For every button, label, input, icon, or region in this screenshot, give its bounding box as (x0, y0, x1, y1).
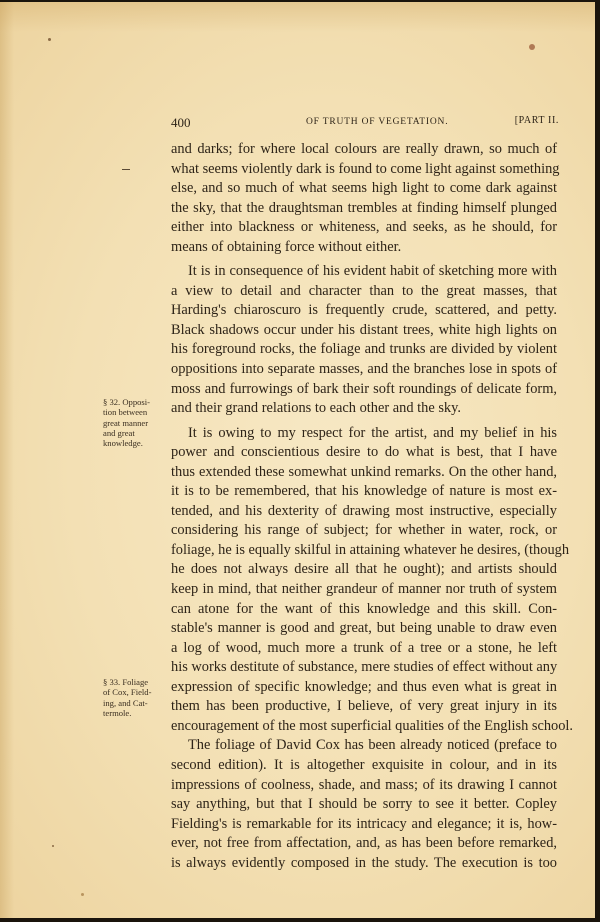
sidenote-line: § 33. Foliage (103, 677, 149, 687)
text-line: It is in consequence of his evident habit of sketching more with (188, 263, 557, 280)
text-line: and their grand relations to each other and the sky. (171, 400, 461, 417)
text-line: thus extended these somewhat unkind remarks. On the other hand, (171, 463, 557, 480)
text-line: keep in mind, that neither grandeur of manner nor truth of system (171, 581, 557, 598)
text-line: second edition). It is altogether exquisite in colour, and in its (171, 756, 557, 773)
paper-foxing-spot (81, 893, 84, 896)
paragraph (171, 424, 574, 737)
text-line: Fielding's is remarkable for its intricacy and elegance; it is, how- (171, 815, 557, 832)
paper-foxing-spot (529, 44, 535, 50)
text-line: The foliage of David Cox has been already noticed (preface to (188, 737, 557, 754)
text-line: encouragement of the most superficial qualities of the English school. (171, 717, 574, 734)
text-line: It is owing to my respect for the artist, and my belief in his (188, 424, 557, 441)
paragraph (171, 262, 557, 418)
sidenote-section-32 (103, 397, 169, 448)
sidenote-line: of Cox, Field- (103, 687, 152, 698)
text-line: either into blackness or whiteness, and seeks, as he should, for (171, 219, 557, 236)
text-line: impressions of coolness, shade, and mass; of its drawing I cannot (171, 776, 557, 793)
book-page (0, 2, 595, 918)
sidenote-line: great manner (103, 417, 149, 428)
text-line: considering his range of subject; for whether in water, rock, or (171, 522, 557, 539)
text-line: ever, not free from affectation, and, as has been before remarked, (171, 835, 557, 852)
sidenote-line: tion between (103, 407, 148, 418)
paper-foxing-spot (52, 845, 54, 847)
margin-mark (122, 169, 130, 170)
text-line: moss and furrowings of bark their soft roundings of delicate form, (171, 380, 557, 397)
text-line: and darks; for where local colours are really drawn, so much of (171, 141, 557, 157)
text-line: power and conscientious desire to do what is best, that I have (171, 444, 557, 461)
sidenote-section-33 (103, 677, 169, 718)
chapter-title: OF TRUTH OF VEGETATION. (306, 117, 449, 127)
sidenote-line: ing, and Cat- (103, 697, 148, 708)
text-line: it is to be remembered, that his knowledge of nature is most ex- (171, 483, 557, 500)
text-line: is always evidently composed in the study. The execution is too (171, 854, 557, 871)
text-line: the sky, that the draughtsman trembles at finding himself plunged (171, 199, 557, 216)
sidenote-line: and great (103, 427, 135, 438)
text-line: can atone for the want of this knowledge and this skill. Con- (171, 600, 557, 617)
text-line: them has been productive, I believe, of very great injury in its (171, 698, 557, 715)
paragraph (171, 736, 557, 873)
text-line: tended, and his dexterity of drawing most instructive, especially (171, 502, 557, 519)
text-line: his foreground rocks, the foliage and trunks are divided by violent (171, 341, 557, 358)
text-line: means of obtaining force without either. (171, 238, 402, 255)
text-line: he does not always desire all that he ought); and artists should (171, 561, 557, 578)
paper-foxing-spot (48, 38, 51, 41)
sidenote-line: termole. (103, 707, 132, 718)
text-line: a view to detail and character than to the great masses, that (171, 282, 557, 299)
text-line: foliage, he is equally skilful in attaining whatever he desires, (though (171, 541, 570, 558)
text-line: what seems violently dark is found to come light against something (171, 160, 560, 177)
body-text (171, 140, 574, 873)
text-line: Black shadows occur under his distant trees, white high lights on (171, 321, 557, 338)
text-line: oppositions into separate masses, and the branches lose in spots of (171, 361, 557, 378)
sidenote-line: knowledge. (103, 438, 143, 449)
paragraph (171, 140, 560, 257)
part-label: [PART II. (514, 115, 559, 126)
text-line: else, and so much of what seems high light to come dark against (171, 180, 557, 197)
text-line: his works destitute of substance, mere studies of effect without any (171, 659, 558, 676)
text-line: expression of specific knowledge; and thus even what is great in (171, 678, 557, 695)
page-number: 400 (171, 115, 191, 130)
running-head (171, 114, 559, 132)
text-line: say anything, but that I should be sorry to see it better. Copley (171, 796, 557, 813)
sidenote-line: § 32. Opposi- (103, 397, 151, 407)
text-line: stable's manner is good and great, but being unable to draw even (171, 620, 557, 637)
text-line: a log of wood, much more a trunk of a tree or a stone, he left (171, 639, 557, 656)
text-line: Harding's chiaroscuro is frequently crude, scattered, and petty. (171, 302, 557, 319)
